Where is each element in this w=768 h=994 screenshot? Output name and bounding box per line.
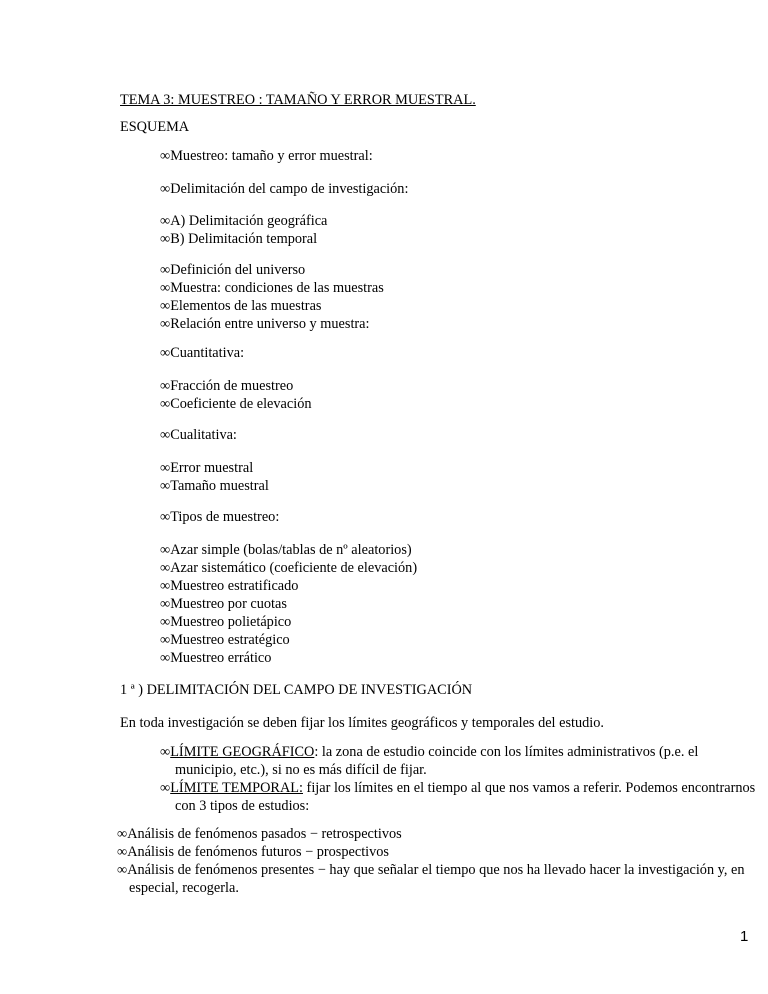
esquema-item	[160, 477, 269, 495]
esquema-item	[160, 541, 412, 559]
esquema-item	[160, 261, 305, 279]
bullet-infinity-icon: ∞	[160, 345, 171, 361]
study-item-cont: especial, recogerla.	[129, 880, 239, 896]
esquema-item-text: Relación entre universo y muestra:	[170, 316, 370, 332]
bullet-infinity-icon: ∞	[160, 427, 171, 443]
esquema-item-text: Tamaño muestral	[170, 478, 269, 494]
esquema-item-text: Azar simple (bolas/tablas de nº aleatorios)	[170, 542, 412, 558]
esquema-item	[160, 595, 287, 613]
bullet-infinity-icon: ∞	[160, 460, 171, 476]
esquema-item-text: Coeficiente de elevación	[170, 396, 312, 412]
esquema-item-text: Elementos de las muestras	[170, 298, 322, 314]
esquema-item-text: Muestreo polietápico	[170, 614, 292, 630]
section-heading: 1 ª ) DELIMITACIÓN DEL CAMPO DE INVESTIGACIÓN	[120, 682, 473, 698]
bullet-infinity-icon: ∞	[160, 578, 171, 594]
bullet-infinity-icon: ∞	[160, 596, 171, 612]
esquema-item	[160, 559, 417, 577]
study-item: ∞Análisis de fenómenos futuros − prospectivos	[117, 844, 389, 860]
bullet-infinity-icon: ∞	[160, 181, 171, 197]
study-item: ∞Análisis de fenómenos presentes − hay que señalar el tiempo que nos ha llevado hacer la investigación y, en	[117, 862, 745, 878]
bullet-infinity-icon: ∞	[160, 231, 171, 247]
esquema-item	[160, 147, 373, 165]
esquema-item-text: Cuantitativa:	[170, 345, 245, 361]
esquema-item	[160, 508, 279, 526]
bullet-infinity-icon: ∞	[160, 280, 171, 296]
esquema-item	[160, 279, 384, 297]
esquema-item-text: Delimitación del campo de investigación:	[170, 181, 409, 197]
esquema-item-text: B) Delimitación temporal	[170, 231, 318, 247]
document-title: TEMA 3: MUESTREO : TAMAÑO Y ERROR MUESTRAL.	[120, 92, 476, 108]
esquema-heading: ESQUEMA	[120, 119, 190, 135]
esquema-item-text: Muestreo: tamaño y error muestral:	[170, 148, 373, 164]
esquema-item-text: Azar sistemático (coeficiente de elevación)	[170, 560, 418, 576]
esquema-item-text: Cualitativa:	[170, 427, 237, 443]
bullet-infinity-icon: ∞	[160, 378, 171, 394]
bullet-infinity-icon: ∞	[160, 509, 171, 525]
bullet-infinity-icon: ∞	[160, 478, 171, 494]
esquema-item-text: Tipos de muestreo:	[170, 509, 280, 525]
page-number: 1	[740, 928, 749, 945]
bullet-infinity-icon: ∞	[160, 396, 171, 412]
esquema-item-text: Fracción de muestreo	[170, 378, 294, 394]
bullet-infinity-icon: ∞	[160, 542, 171, 558]
esquema-item	[160, 297, 321, 315]
limit-geografico-cont: municipio, etc.), si no es más difícil de fijar.	[175, 762, 427, 778]
esquema-item	[160, 377, 293, 395]
study-item: ∞Análisis de fenómenos pasados − retrospectivos	[117, 826, 402, 842]
esquema-item-text: Muestreo estratégico	[170, 632, 290, 648]
bullet-infinity-icon: ∞	[160, 316, 171, 332]
esquema-item	[160, 180, 408, 198]
esquema-item	[160, 613, 291, 631]
esquema-item	[160, 212, 327, 230]
bullet-infinity-icon: ∞	[160, 148, 171, 164]
bullet-infinity-icon: ∞	[160, 262, 171, 278]
bullet-infinity-icon: ∞	[160, 298, 171, 314]
esquema-item	[160, 315, 370, 333]
bullet-infinity-icon: ∞	[160, 632, 171, 648]
esquema-item	[160, 426, 237, 444]
esquema-item-text: Muestreo estratificado	[170, 578, 299, 594]
bullet-infinity-icon: ∞	[160, 213, 171, 229]
esquema-item	[160, 344, 244, 362]
bullet-infinity-icon: ∞	[160, 560, 171, 576]
limit-temporal: ∞LÍMITE TEMPORAL: fijar los límites en el tiempo al que nos vamos a referir. Podemos encontrarnos	[160, 780, 756, 796]
esquema-item-text: A) Delimitación geográfica	[170, 213, 328, 229]
esquema-item	[160, 631, 290, 649]
esquema-item	[160, 649, 271, 667]
esquema-item	[160, 395, 312, 413]
limit-temporal-cont: con 3 tipos de estudios:	[175, 798, 310, 814]
esquema-item-text: Muestreo errático	[170, 650, 272, 666]
esquema-item-text: Definición del universo	[170, 262, 306, 278]
limit-geografico: ∞LÍMITE GEOGRÁFICO: la zona de estudio coincide con los límites administrativos (p.e. el	[160, 744, 699, 760]
section-intro: En toda investigación se deben fijar los límites geográficos y temporales del estudio.	[120, 715, 604, 731]
esquema-item	[160, 459, 253, 477]
bullet-infinity-icon: ∞	[160, 650, 171, 666]
bullet-infinity-icon: ∞	[160, 614, 171, 630]
esquema-item-text: Error muestral	[170, 460, 254, 476]
esquema-item	[160, 230, 317, 248]
esquema-item-text: Muestra: condiciones de las muestras	[170, 280, 384, 296]
esquema-item-text: Muestreo por cuotas	[170, 596, 287, 612]
esquema-item	[160, 577, 298, 595]
